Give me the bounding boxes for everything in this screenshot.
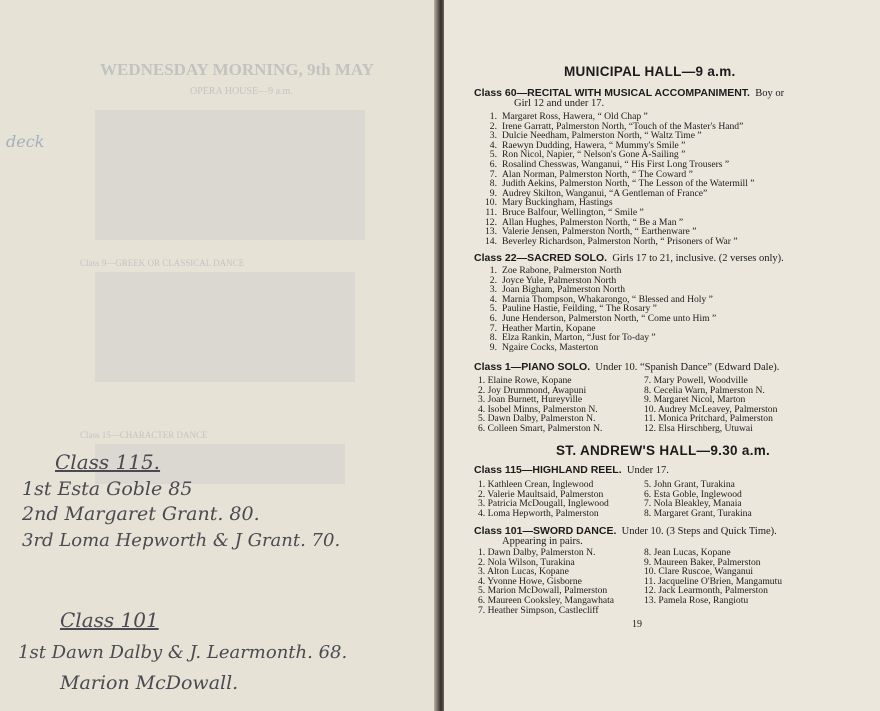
class-1-entries-right	[644, 376, 777, 434]
list-item: 3. Alton Lucas, Kopane	[478, 566, 569, 578]
right-page	[444, 0, 880, 711]
bleed-through-text-block-2	[95, 272, 355, 382]
list-item: 9. Margaret Nicol, Marton	[644, 394, 746, 406]
entry-text: Audrey Skilton, Wanganui, “A Gentleman of France”	[502, 187, 708, 199]
entry-number: 9.	[489, 187, 497, 199]
handwritten-result-5: Marion McDowall.	[60, 672, 239, 694]
entry-text: Judith Aekins, Palmerston North, “ The Lesson of the Watermill ”	[502, 178, 755, 190]
bleed-through-title: WEDNESDAY MORNING, 9th MAY	[100, 60, 374, 79]
class-60-entries	[482, 112, 755, 246]
entry-number: 8.	[489, 332, 497, 344]
entry-text: June Henderson, Palmerston North, “ Come unto Him ”	[502, 312, 717, 324]
handwritten-result-2: 2nd Margaret Grant. 80.	[22, 503, 260, 525]
list-item: 5. John Grant, Turakina	[644, 479, 735, 490]
list-item: 5. Dawn Dalby, Palmerston N.	[478, 413, 596, 425]
class-115-entries-right	[644, 480, 752, 518]
list-item: 1. Dawn Dalby, Palmerston N.	[478, 547, 596, 558]
entry-number: 6.	[489, 312, 497, 324]
list-item: 6. Colleen Smart, Palmerston N.	[478, 422, 603, 434]
list-item: 10. Audrey McLeavey, Palmerston	[644, 403, 778, 415]
entry-number: 9.	[489, 341, 497, 353]
venue-municipal-hall: MUNICIPAL HALL—9 a.m.	[564, 64, 736, 79]
class-1-heading: Class 1—PIANO SOLO. Under 10. “Spanish Dance” (Edward Dale).	[474, 361, 780, 373]
list-item: 8. Jean Lucas, Kopane	[644, 547, 731, 558]
entry-text: Marnia Thompson, Whakarongo, “ Blessed and Holy ”	[502, 293, 713, 305]
class-1-entries-left	[478, 376, 602, 434]
list-item: 11. Jacqueline O'Brien, Mangamutu	[644, 575, 783, 587]
handwritten-result-4: 1st Dawn Dalby & J. Learmonth. 68.	[18, 642, 348, 663]
entry-number: 4.	[489, 293, 497, 305]
list-item: 10. Clare Ruscoe, Wanganui	[644, 566, 754, 578]
list-item: 3. Joan Burnett, Hureyville	[478, 394, 583, 406]
entry-text: Mary Buckingham, Hastings	[502, 197, 613, 209]
entry-text: Rosalind Chesswas, Wanganui, “ His First Long Trousers ”	[502, 158, 730, 170]
class-101-heading: Class 101—SWORD DANCE. Under 10. (3 Steps and Quick Time).	[474, 525, 777, 537]
list-item: 8. Cecelia Warn, Palmerston N.	[644, 384, 765, 396]
entry-number: 5.	[489, 149, 497, 161]
entry-text: Joan Bigham, Palmerston North	[502, 284, 626, 296]
class-60-heading: Class 60—RECITAL WITH MUSICAL ACCOMPANIMENT. Boy or	[474, 87, 785, 99]
entry-text: Elza Rankin, Marton, “Just for To-day ”	[502, 332, 656, 344]
list-item: 4. Yvonne Howe, Gisborne	[478, 575, 582, 587]
entry-text: Valerie Jensen, Palmerston North, “ Earthenware ”	[502, 226, 697, 238]
handwritten-result-1: 1st Esta Goble 85	[22, 478, 193, 500]
list-item: 12. Jack Learmonth, Palmerston	[644, 585, 768, 597]
entry-number: 3.	[489, 284, 497, 296]
list-item: 9. Maureen Baker, Palmerston	[644, 556, 761, 568]
entry-number: 6.	[489, 158, 497, 170]
entry-number: 4.	[489, 139, 497, 151]
list-item: 2. Nola Wilson, Turakina	[478, 556, 575, 568]
list-item: 11. Monica Pritchard, Palmerston	[644, 413, 773, 425]
entry-number: 7.	[489, 168, 497, 180]
list-item: 4. Isobel Minns, Palmerston N.	[478, 403, 598, 415]
class-101-entries-right	[644, 548, 782, 606]
entry-number: 2.	[489, 274, 497, 286]
entry-number: 8.	[489, 178, 497, 190]
entry-text: Margaret Ross, Hawera, “ Old Chap ”	[502, 111, 648, 122]
entry-text: Allan Hughes, Palmerston North, “ Be a Man ”	[502, 216, 684, 228]
entry-number: 3.	[489, 130, 497, 142]
class-101-entries-left	[478, 548, 614, 615]
entry-number: 1.	[489, 265, 497, 276]
bleed-through-class-a: Class 9—GREEK OR CLASSICAL DANCE	[80, 258, 245, 268]
list-item	[482, 237, 755, 247]
list-item: 1. Elaine Rowe, Kopane	[478, 375, 572, 386]
class-115-heading: Class 115—HIGHLAND REEL. Under 17.	[474, 464, 669, 476]
entry-text: Raewyn Dudding, Hawera, “ Mummy's Smile ”	[502, 139, 686, 151]
page-number: 19	[632, 619, 642, 630]
entry-number: 10.	[485, 197, 497, 209]
entry-text: Ngaire Cocks, Masterton	[502, 341, 599, 353]
list-item: 7. Heather Simpson, Castlecliff	[478, 604, 599, 616]
entry-number: 7.	[489, 322, 497, 334]
entry-number: 2.	[489, 120, 497, 132]
entry-text: Joyce Yule, Palmerston North	[502, 274, 617, 286]
entry-number: 14.	[485, 235, 497, 247]
class-22-heading: Class 22—SACRED SOLO. Girls 17 to 21, inclusive. (2 verses only).	[474, 252, 784, 264]
bleed-through-class-b: Class 15—CHARACTER DANCE	[80, 430, 208, 440]
entry-number: 12.	[485, 216, 497, 228]
list-item: 7. Nola Bleakley, Manaia	[644, 498, 742, 510]
entry-text: Alan Norman, Palmerston North, “ The Coward ”	[502, 168, 693, 180]
list-item: 8. Margaret Grant, Turakina	[644, 507, 752, 519]
list-item: 13. Pamela Rose, Rangiotu	[644, 594, 749, 606]
entry-text: Beverley Richardson, Palmerston North, “ Prisoners of War ”	[502, 235, 738, 247]
list-item	[482, 343, 716, 353]
list-item: 6. Esta Goble, Inglewood	[644, 488, 742, 500]
entry-text: Irene Garratt, Palmerston North, “Touch of the Master's Hand”	[502, 120, 744, 132]
class-115-entries-left	[478, 480, 609, 518]
list-item: 2. Joy Drummond, Awapuni	[478, 384, 587, 396]
class-60-heading-cont: Girl 12 and under 17.	[514, 98, 605, 109]
venue-st-andrews-hall: ST. ANDREW'S HALL—9.30 a.m.	[556, 443, 771, 458]
list-item: 4. Loma Hepworth, Palmerston	[478, 507, 599, 519]
entry-text: Bruce Balfour, Wellington, “ Smile ”	[502, 206, 644, 218]
list-item: 1. Kathleen Crean, Inglewood	[478, 479, 594, 490]
list-item: 5. Marion McDowall, Palmerston	[478, 585, 608, 597]
entry-text: Heather Martin, Kopane	[502, 322, 596, 334]
class-101-heading-cont: Appearing in pairs.	[502, 536, 583, 547]
list-item: 2. Valerie Maultsaid, Palmerston	[478, 488, 604, 500]
list-item: 6. Maureen Cooksley, Mangawhata	[478, 594, 615, 606]
left-page	[0, 0, 438, 711]
entry-text: Zoe Rabone, Palmerston North	[502, 265, 622, 276]
handwritten-result-3: 3rd Loma Hepworth & J Grant. 70.	[22, 530, 341, 551]
entry-number: 13.	[485, 226, 497, 238]
entry-text: Pauline Hastie, Feilding, “ The Rosary ”	[502, 303, 657, 315]
entry-number: 5.	[489, 303, 497, 315]
handwritten-class-101: Class 101	[60, 608, 159, 632]
bleed-through-text-block	[95, 110, 365, 240]
handwritten-class-115: Class 115.	[55, 450, 161, 474]
margin-note: deck	[6, 132, 45, 151]
entry-number: 1.	[489, 111, 497, 122]
class-22-entries	[482, 266, 716, 352]
entry-number: 11.	[485, 206, 497, 218]
list-item: 3. Patricia McDougall, Inglewood	[478, 498, 609, 510]
entry-text: Ron Nicol, Napier, “ Nelson's Gone A-Sailing ”	[502, 149, 686, 161]
bleed-through-subtitle: OPERA HOUSE—9 a.m.	[190, 86, 293, 97]
entry-text: Dulcie Needham, Palmerston North, “ Waltz Time ”	[502, 130, 702, 142]
list-item: 7. Mary Powell, Woodville	[644, 375, 748, 386]
list-item: 12. Elsa Hirschberg, Utuwai	[644, 422, 753, 434]
